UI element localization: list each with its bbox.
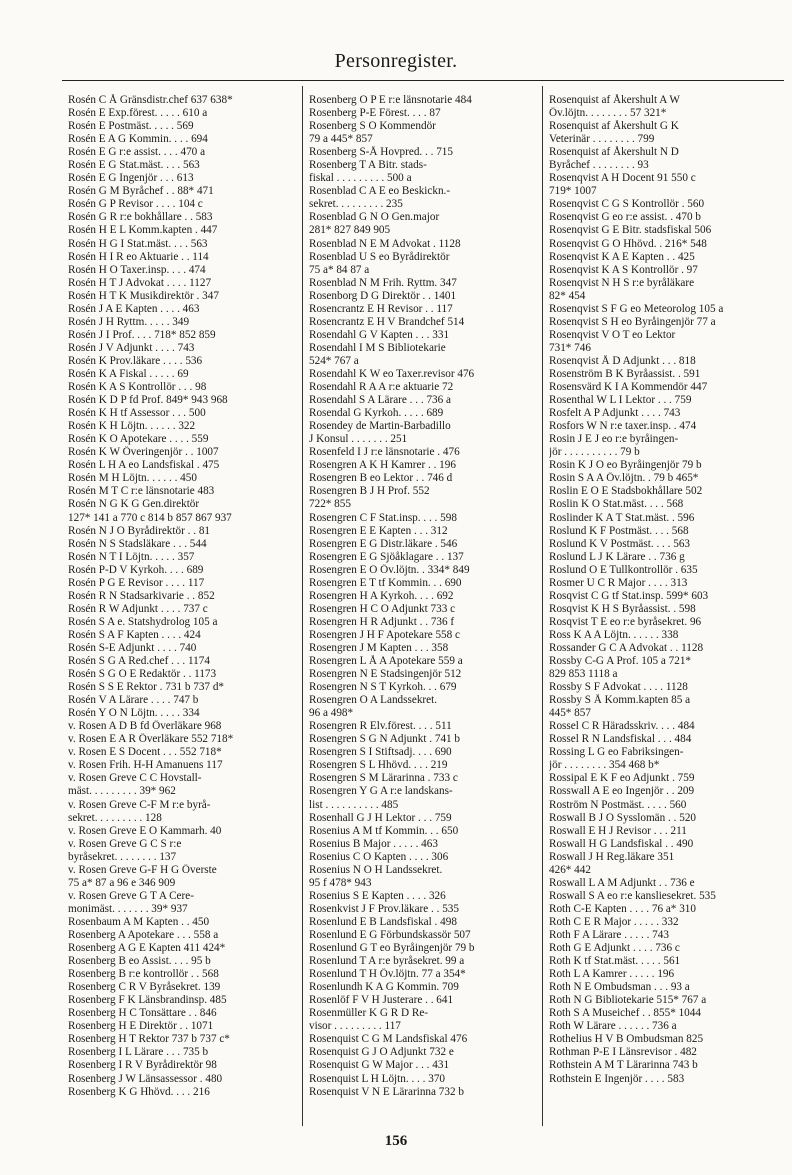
- register-entry: Rosén J I Prof. . . . 718* 852 859: [68, 328, 216, 341]
- register-entry: Rosenlundh K A G Kommin. 709: [309, 981, 459, 994]
- register-entry: Rosén E A G Kommin. . . . 694: [68, 133, 208, 146]
- register-entry: Rosendahl G V Kapten . . . 331: [309, 328, 450, 341]
- register-entry: v. Rosen E A R Överläkare 552 718*: [68, 733, 234, 746]
- register-entry: Rosenberg H T Rektor 737 b 737 c*: [68, 1033, 230, 1046]
- register-entry: Rosenius B Major . . . . . 463: [309, 837, 438, 850]
- register-entry: Rosengren N S T Kyrkoh. . . 679: [309, 681, 457, 694]
- register-entry: Rosenqvist G E Bitr. stadsfiskal 506: [549, 224, 712, 237]
- register-entry: v. Rosen Greve G C S r:e: [68, 837, 182, 850]
- register-entry: Rosenborg D G Direktör . . 1401: [309, 289, 457, 302]
- register-entry: fiskal . . . . . . . . . 500 a: [309, 172, 412, 185]
- register-entry: Rossipal E K F eo Adjunkt . 759: [549, 772, 695, 785]
- register-entry: Rosin S A A Öv.löjtn. . 79 b 465*: [549, 472, 699, 485]
- register-entry: Rosenberg I R V Byrådirektör 98: [68, 1059, 217, 1072]
- register-entry: Rosengren A K H Kamrer . . 196: [309, 459, 456, 472]
- register-entry: Rosengren E G Distr.läkare . 546: [309, 537, 458, 550]
- register-entry: Roström N Postmäst. . . . . 560: [549, 798, 687, 811]
- register-entry: Rosenberg A Apotekare . . . 558 a: [68, 929, 219, 941]
- register-entry: Rosenberg S-Å Hovpred. . . 715: [309, 146, 453, 159]
- register-entry: v. Rosen E S Docent . . . 552 718*: [68, 746, 222, 759]
- register-entry: Roswall E H J Revisor . . . 211: [549, 824, 687, 837]
- register-entry: Rosén G M Byråchef . . 88* 471: [68, 185, 214, 198]
- register-entry: 79 a 445* 857: [309, 133, 373, 146]
- register-entry: Roswall S A eo r:e kansliesekret. 535: [549, 889, 716, 902]
- register-entry: Rosenberg J W Länsassessor . 480: [68, 1072, 223, 1085]
- header-rule: [62, 80, 784, 81]
- register-entry: Rosenlund E B Landsfiskal . 498: [309, 915, 457, 928]
- register-entry: Rosencrantz E H Revisor . . 117: [309, 302, 453, 315]
- register-entry: Rosenquist C G M Landsfiskal 476: [309, 1033, 468, 1046]
- register-entry: Rosenlund E G Förbundskassör 507: [309, 929, 471, 941]
- register-entry: Rosenqvist Å D Adjunkt . . . 818: [549, 354, 696, 367]
- register-entry: Rosén H I R eo Aktuarie . . 114: [68, 250, 209, 263]
- page-number: 156: [384, 1133, 408, 1149]
- register-entry: Rosenberg C R V Byråsekret. 139: [68, 981, 221, 994]
- register-entry: Rossby S Å Komm.kapten 85 a: [549, 694, 691, 707]
- register-entry: 95 f 478* 943: [309, 876, 372, 889]
- register-entry: Rosenius S E Kapten . . . . 326: [309, 889, 446, 902]
- register-entry: Rosenlund T A r:e byråsekret. 99 a: [309, 955, 465, 968]
- register-entry: Rosén N J O Byrådirektör . . 81: [68, 524, 211, 537]
- register-entry: Rosengren E O Öv.löjtn. . 334* 849: [309, 563, 470, 576]
- register-entry: 731* 746: [549, 341, 591, 354]
- register-entry: Rosén J H Ryttm. . . . . 349: [68, 315, 190, 328]
- register-entry: Rosenqvist N H S r:e byråläkare: [549, 276, 695, 289]
- register-entry: Rosendahl K W eo Taxer.revisor 476: [309, 367, 475, 380]
- register-entry: Rosenblad N E M Advokat . 1128: [309, 237, 461, 250]
- register-entry: Rosén S-E Adjunkt . . . . 740: [68, 641, 197, 654]
- register-entry: Roth C-E Kapten . . . . 76 a* 310: [549, 902, 696, 915]
- register-entry: Roth G E Adjunkt . . . . 736 c: [549, 942, 680, 955]
- register-entry: Rosendahl S A Lärare . . . 736 a: [309, 394, 451, 407]
- register-entry: 96 a 498*: [309, 707, 354, 720]
- register-entry: Rosenhall G J H Lektor . . . 759: [309, 811, 452, 824]
- register-entry: Rosenquist V N E Lärarinna 732 b: [309, 1085, 464, 1098]
- register-entry: Rosengren S G N Adjunkt . 741 b: [309, 733, 461, 746]
- register-entry: 75 a* 84 87 a: [309, 263, 370, 276]
- register-entry: byråsekret. . . . . . . . 137: [68, 850, 177, 863]
- register-entry: Rosén V A Lärare . . . . 747 b: [68, 694, 199, 707]
- register-entry: Rosengren E E Kapten . . . 312: [309, 524, 448, 537]
- register-entry: v. Rosen Frih. H-H Amanuens 117: [68, 759, 223, 772]
- register-entry: Rossel R N Landsfiskal . . . 484: [549, 733, 692, 746]
- register-entry: Rosenquist G W Major . . . 431: [309, 1059, 450, 1072]
- register-entry: Roth K tf Stat.mäst. . . . . 561: [549, 955, 681, 968]
- register-entry: Rosin K J O eo Byråingenjör 79 b: [549, 459, 702, 472]
- register-entry: Roswall J H Reg.läkare 351: [549, 850, 675, 863]
- register-entry: Rosenqvist A H Docent 91 550 c: [549, 172, 696, 185]
- register-entry: Rosengren N E Stadsingenjör 512: [309, 668, 462, 681]
- register-entry: Rosén S A e. Statshydrolog 105 a: [68, 615, 218, 628]
- register-entry: v. Rosen Greve G T A Cere-: [68, 889, 194, 902]
- register-entry: Rossander G C A Advokat . . 1128: [549, 641, 704, 654]
- register-entry: Rosén S S E Rektor . 731 b 737 d*: [68, 681, 225, 694]
- register-entry: Rosenbaum A M Kapten . . 450: [68, 915, 210, 928]
- register-entry: Rosenberg B eo Assist. . . . 95 b: [68, 955, 211, 968]
- register-entry: Rosén K H tf Assessor . . . 500: [68, 407, 206, 420]
- register-entry: v. Rosen A D B fd Överläkare 968: [68, 720, 222, 733]
- register-entry: Rosengren B eo Lektor . . 746 d: [309, 472, 453, 485]
- register-entry: Rosenlöf F V H Justerare . . 641: [309, 994, 454, 1007]
- register-entry: Rosenquist af Åkershult G K: [549, 120, 679, 133]
- register-entry: Rosén P-D V Kyrkoh. . . . 689: [68, 563, 204, 576]
- register-entry: Rosengren H C O Adjunkt 733 c: [309, 602, 456, 615]
- register-entry: Rosenquist G J O Adjunkt 732 e: [309, 1046, 454, 1059]
- register-entry: Ross K A A Löjtn. . . . . . 338: [549, 628, 679, 641]
- register-entry: Rosén N S Stadsläkare . . . 544: [68, 537, 207, 550]
- register-entry: Rosenius N O H Landssekret.: [309, 863, 443, 876]
- register-entry: jör . . . . . . . . 354 468 b*: [549, 759, 660, 772]
- register-entry: 719* 1007: [549, 185, 597, 198]
- register-entry: Rosenqvist G eo r:e assist. . 470 b: [549, 211, 701, 224]
- register-entry: Rosén L H A eo Landsfiskal . 475: [68, 459, 220, 472]
- register-entry: Rosenqvist C G S Kontrollör . 560: [549, 198, 705, 211]
- register-entry: Rosengren C F Stat.insp. . . . 598: [309, 511, 457, 524]
- register-entry: 281* 827 849 905: [309, 224, 391, 237]
- register-entry: Rosén E G Ingenjör . . . 613: [68, 172, 194, 185]
- register-entry: Rosengren O A Landssekret.: [309, 694, 438, 707]
- register-entry: Rosenblad U S eo Byrådirektör: [309, 250, 450, 263]
- register-entry: Roth F A Lärare . . . . . 743: [549, 929, 669, 941]
- register-entry: Rothstein E Ingenjör . . . . 583: [549, 1072, 685, 1085]
- register-entry: Rosengren Y G A r:e landskans-: [309, 785, 453, 798]
- register-entry: Rosén H O Taxer.insp. . . . 474: [68, 263, 206, 276]
- register-entry: Rosenberg S O Kommendör: [309, 120, 436, 133]
- register-entry: 82* 454: [549, 289, 586, 302]
- register-entry: sekret. . . . . . . . . 235: [309, 198, 403, 211]
- register-entry: Roslund O E Tullkontrollör . 635: [549, 563, 698, 576]
- register-entry: visor . . . . . . . . . 117: [309, 1020, 401, 1033]
- register-entry: Rosén M H Löjtn. . . . . . 450: [68, 472, 197, 485]
- register-entry: Rosén R N Stadsarkivarie . . 852: [68, 589, 215, 602]
- register-entry: J Konsul . . . . . . . 251: [309, 433, 408, 446]
- register-entry: Roth W Lärare . . . . . . 736 a: [549, 1020, 677, 1033]
- register-entry: Rosén E G Stat.mäst. . . . 563: [68, 159, 200, 172]
- register-entry: Veterinär . . . . . . . . 799: [549, 133, 655, 146]
- page-title: Personregister.: [334, 50, 458, 72]
- register-entry: Rosén K A S Kontrollör . . . 98: [68, 381, 207, 394]
- register-columns: [62, 86, 784, 1126]
- register-entry: Rosén C Å Gränsdistr.chef 637 638*: [68, 94, 233, 106]
- register-entry: Rosenberg O P E r:e länsnotarie 484: [309, 94, 472, 106]
- register-entry: Rosengren J M Kapten . . . 358: [309, 641, 449, 654]
- register-entry: Rosén H T J Advokat . . . . 1127: [68, 276, 212, 289]
- register-entry: Rosén K A Fiskal . . . . . 69: [68, 367, 189, 380]
- register-entry: Rothelius H V B Ombudsman 825: [549, 1033, 704, 1046]
- register-entry: Byråchef . . . . . . . . 93: [549, 159, 649, 172]
- register-entry: Rosengren S M Lärarinna . 733 c: [309, 772, 458, 785]
- register-entry: v. Rosen Greve G-F H G Överste: [68, 863, 217, 876]
- register-entry: Roswall L A M Adjunkt . . 736 e: [549, 876, 695, 889]
- register-entry: Rosengren S L Hhövd. . . . 219: [309, 759, 448, 772]
- register-entry: Rosenblad C A E eo Beskickn.-: [309, 185, 451, 198]
- register-entry: sekret. . . . . . . . . 128: [68, 811, 162, 824]
- register-entry: Rosenthal W L I Lektor . . . 759: [549, 394, 692, 407]
- register-entry: Rosqvist T E eo r:e byråsekret. 96: [549, 615, 702, 628]
- register-entry: Roth S A Museichef . . 855* 1044: [549, 1007, 701, 1020]
- register-entry: Rosén H T K Musikdirektör . 347: [68, 289, 219, 302]
- register-entry: Rosensvärd K I A Kommendör 447: [549, 381, 708, 394]
- register-entry: Rosenqvist K A S Kontrollör . 97: [549, 263, 698, 276]
- register-entry: Rosencrantz E H V Brandchef 514: [309, 315, 465, 328]
- register-entry: Rosenberg A G E Kapten 411 424*: [68, 942, 226, 955]
- register-entry: Rosenberg B r:e kontrollör . . 568: [68, 968, 219, 981]
- register-entry: Rosfelt A P Adjunkt . . . . 743: [549, 407, 681, 420]
- register-entry: Rosenqvist S F G eo Meteorolog 105 a: [549, 302, 724, 315]
- register-entry: Rosén R W Adjunkt . . . . 737 c: [68, 602, 208, 615]
- register-entry: Rosenberg K G Hhövd. . . . 216: [68, 1085, 210, 1098]
- register-entry: Rosén H E L Komm.kapten . 447: [68, 224, 218, 237]
- register-entry: Rossby S F Advokat . . . . 1128: [549, 681, 688, 694]
- register-entry: Rosengren E G Sjöåklagare . . 137: [309, 550, 464, 563]
- register-entry: Rosenqvist S H eo Byråingenjör 77 a: [549, 315, 716, 328]
- register-entry: 426* 442: [549, 863, 591, 876]
- register-entry: Roslund L J K Lärare . . 736 g: [549, 550, 685, 563]
- register-entry: Rosén J A E Kapten . . . . 463: [68, 302, 200, 315]
- register-entry: Rosendey de Martin-Barbadillo: [309, 420, 451, 433]
- register-entry: jör . . . . . . . . . . 79 b: [549, 446, 640, 459]
- register-entry: Rosén K Prov.läkare . . . . 536: [68, 354, 203, 367]
- register-entry: Rosén N G K G Gen.direktör: [68, 498, 200, 511]
- register-entry: 445* 857: [549, 707, 591, 720]
- register-entry: v. Rosen Greve C C Hovstall-: [68, 772, 202, 785]
- register-entry: Rosenberg H C Tonsättare . . 846: [68, 1007, 217, 1020]
- register-entry: Rosmer U C R Major . . . . 313: [549, 576, 688, 589]
- register-entry: Roth L A Kamrer . . . . . 196: [549, 968, 675, 981]
- register-entry: Rosenius C O Kapten . . . . 306: [309, 850, 449, 863]
- register-entry: Rosswall A E eo Ingenjör . . 209: [549, 785, 695, 798]
- register-entry: Rosengren H A Kyrkoh. . . . 692: [309, 589, 454, 602]
- register-entry: Rosenquist af Åkershult N D: [549, 146, 679, 159]
- register-entry: Roslund K V Postmäst. . . . 563: [549, 537, 691, 550]
- register-entry: Rosén K H Löjtn. . . . . . 322: [68, 420, 196, 433]
- register-entry: Rosén S G O E Redaktör . . 1173: [68, 668, 217, 681]
- register-entry: Roslund K F Postmäst. . . . 568: [549, 524, 689, 537]
- register-entry: Rosenström B K Byråassist. . 591: [549, 367, 701, 380]
- register-entry: Rosén H G I Stat.mäst. . . . 563: [68, 237, 208, 250]
- register-entry: Rosengren B J H Prof. 552: [309, 485, 430, 498]
- register-entry: Rosén S A F Kapten . . . . 424: [68, 628, 201, 641]
- register-entry: Roth N G Bibliotekarie 515* 767 a: [549, 994, 707, 1007]
- register-entry: Roslin E O E Stadsbokhållare 502: [549, 485, 703, 498]
- register-entry: Rosén S G A Red.chef . . . 1174: [68, 655, 210, 668]
- register-entry: Rosfors W N r:e taxer.insp. . 474: [549, 420, 697, 433]
- register-entry: Roslinder K A T Stat.mäst. . 596: [549, 511, 695, 524]
- register-entry: Rosenquist L H Löjtn. . . . 370: [309, 1072, 446, 1085]
- register-column-2: [302, 86, 542, 1126]
- register-entry: list . . . . . . . . . . 485: [309, 798, 399, 811]
- register-entry: Rosenqvist G O Hhövd. . 216* 548: [549, 237, 707, 250]
- register-entry: v. Rosen Greve E O Kammarh. 40: [68, 824, 222, 837]
- register-entry: Rosén P G E Revisor . . . . 117: [68, 576, 205, 589]
- register-entry: Rosendal G Kyrkoh. . . . . 689: [309, 407, 444, 420]
- register-entry: Rosengren L Å A Apotekare 559 a: [309, 655, 463, 668]
- register-entry: Rosenquist af Åkershult A W: [549, 94, 680, 106]
- register-entry: 722* 855: [309, 498, 351, 511]
- register-entry: Rossing L G eo Fabriksingen-: [549, 746, 684, 759]
- register-entry: Öv.löjtn. . . . . . . . 57 321*: [549, 107, 667, 120]
- register-entry: Rosenberg P-E Förest. . . . 87: [309, 107, 441, 120]
- register-entry: Rosén G P Revisor . . . . 104 c: [68, 198, 203, 211]
- register-entry: Roth N E Ombudsman . . . 93 a: [549, 981, 690, 994]
- register-entry: Rosenberg F K Länsbrandinsp. 485: [68, 994, 227, 1007]
- register-entry: Rothman P-E I Länsrevisor . 482: [549, 1046, 697, 1059]
- register-entry: Rosenfeld I J r:e länsnotarie . 476: [309, 446, 460, 459]
- register-entry: Rosenberg H E Direktör . . 1071: [68, 1020, 214, 1033]
- register-entry: v. Rosen Greve C-F M r:e byrå-: [68, 798, 211, 811]
- register-entry: Roth C E R Major . . . . . 332: [549, 915, 679, 928]
- register-entry: Rosenmüller K G R D Re-: [309, 1007, 429, 1020]
- register-entry: Rosenlund G T eo Byråingenjör 79 b: [309, 942, 475, 955]
- register-entry: Rosengren H R Adjunkt . . 736 f: [309, 615, 455, 628]
- register-entry: Rosenlund T H Öv.löjtn. 77 a 354*: [309, 968, 466, 981]
- register-entry: Rosén G R r:e bokhållare . . 583: [68, 211, 213, 224]
- register-entry: Rosén J V Adjunkt . . . . 743: [68, 341, 195, 354]
- register-entry: Rosenqvist V O T eo Lektor: [549, 328, 676, 341]
- register-entry: Rosenberg T A Bitr. stads-: [309, 159, 427, 172]
- register-entry: 127* 141 a 770 c 814 b 857 867 937: [68, 511, 232, 524]
- register-entry: Rosén Y O N Löjtn. . . . . 334: [68, 707, 200, 720]
- register-entry: Rosén E Postmäst. . . . . 569: [68, 120, 194, 133]
- register-entry: Rosengren J H F Apotekare 558 c: [309, 628, 461, 641]
- register-entry: Rosenberg I L Lärare . . . 735 b: [68, 1046, 209, 1059]
- register-entry: Roswall H G Landsfiskal . . 490: [549, 837, 694, 850]
- register-entry: Rosqvist K H S Byråassist. . 598: [549, 602, 696, 615]
- register-entry: Rosengren E T tf Kommin. . . 690: [309, 576, 462, 589]
- register-entry: Roswall B J O Sysslomän . . 520: [549, 811, 697, 824]
- register-entry: Rothstein A M T Lärarinna 743 b: [549, 1059, 698, 1072]
- register-entry: Rosengren R Elv.förest. . . . 511: [309, 720, 452, 733]
- register-entry: Rossel C R Häradsskriv. . . . 484: [549, 720, 695, 733]
- register-entry: 75 a* 87 a 96 e 346 909: [68, 876, 176, 889]
- register-column-1: [62, 86, 302, 1126]
- register-entry: monimäst. . . . . . . 39* 937: [68, 902, 188, 915]
- register-entry: Rosqvist C G tf Stat.insp. 599* 603: [549, 589, 709, 602]
- register-entry: Rosenblad G N O Gen.major: [309, 211, 440, 224]
- register-entry: Rosengren S I Stiftsadj. . . . 690: [309, 746, 452, 759]
- register-entry: Rosén E Exp.förest. . . . . 610 a: [68, 107, 208, 120]
- register-entry: Rosenblad N M Frih. Ryttm. 347: [309, 276, 457, 289]
- register-entry: Rosén K O Apotekare . . . . 559: [68, 433, 209, 446]
- register-entry: Rossby C-G A Prof. 105 a 721*: [549, 655, 692, 668]
- register-entry: Roslin K O Stat.mäst. . . . 568: [549, 498, 684, 511]
- register-entry: 829 853 1118 a: [549, 668, 618, 681]
- register-entry: mäst. . . . . . . . . 39* 962: [68, 785, 176, 798]
- register-entry: Rosén K D P fd Prof. 849* 943 968: [68, 394, 228, 407]
- register-entry: Rosenkvist J F Prov.läkare . . 535: [309, 902, 459, 915]
- register-entry: Rosén M T C r:e länsnotarie 483: [68, 485, 215, 498]
- register-entry: Rosenius A M tf Kommin. . . 650: [309, 824, 459, 837]
- register-entry: Rosendahl I M S Bibliotekarie: [309, 341, 446, 354]
- register-entry: Rosenqvist K A E Kapten . . 425: [549, 250, 695, 263]
- register-entry: Rosin J E J eo r:e byråingen-: [549, 433, 679, 446]
- register-entry: 524* 767 a: [309, 354, 359, 367]
- register-entry: Rosén N T I Löjtn. . . . . 357: [68, 550, 195, 563]
- register-entry: Rosén E G r:e assist. . . . 470 a: [68, 146, 206, 159]
- register-entry: Rosén K W Överingenjör . . 1007: [68, 446, 219, 459]
- register-entry: Rosendahl R A A r:e aktuarie 72: [309, 381, 454, 394]
- register-column-3: [542, 86, 782, 1126]
